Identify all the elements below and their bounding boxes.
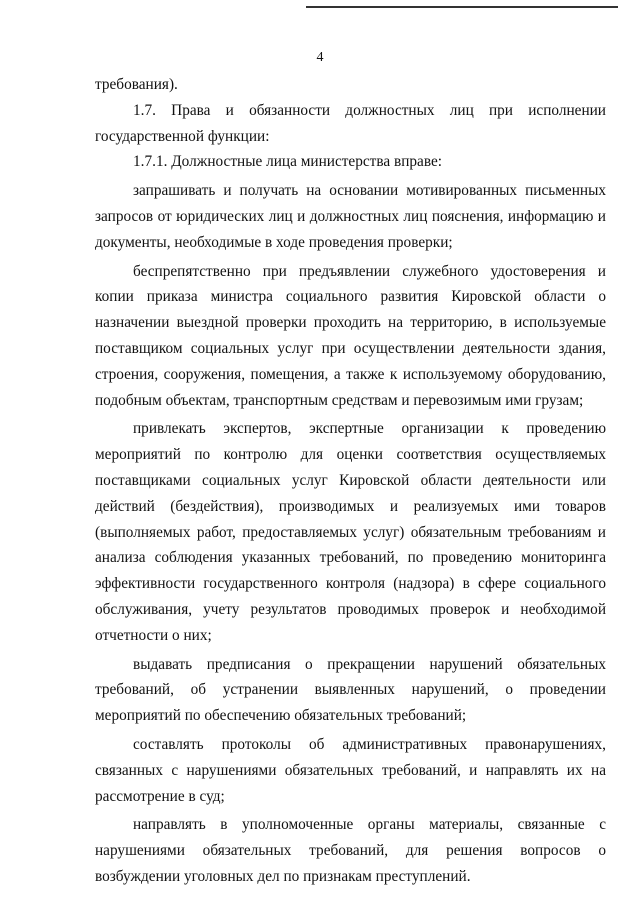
right-access-premises: беспрепятственно при предъявлении служебного удостоверения и копии приказа министра социального развития Кировской области о назначении выездной проверки проходить на территорию, в используемые поставщиком социальных услуг при осуществлении деятельности здания, строения, сооружения, помещения, а также к используемому оборудованию, подобным объектам, транспортным средствам и перевозимым ими грузам; bbox=[95, 262, 606, 409]
paragraph-continuation: требования). bbox=[95, 76, 178, 93]
right-issue-orders: выдавать предписания о прекращении нарушений обязательных требований, об устранении выявленных нарушений, о проведении мероприятий по обеспечению обязательных требований; bbox=[95, 655, 606, 725]
page-number: 4 bbox=[316, 50, 324, 65]
top-rule bbox=[306, 6, 618, 8]
section-1-7-1-heading: 1.7.1. Должностные лица министерства вправе: bbox=[133, 153, 442, 171]
right-send-materials: направлять в уполномоченные органы материалы, связанные с нарушениями обязательных требований, для решения вопросов о возбуждении уголовных дел по признакам преступлений. bbox=[95, 816, 606, 885]
document-body bbox=[95, 72, 606, 890]
section-1-7-heading: 1.7. Права и обязанности должностных лиц при исполнении государственной функции: bbox=[95, 101, 606, 145]
right-draw-protocols: составлять протоколы об административных правонарушениях, связанных с нарушениями обязательных требований, и направлять их на рассмотрение в суд; bbox=[95, 735, 606, 805]
right-request-info: запрашивать и получать на основании мотивированных письменных запросов от юридических лиц и должностных лиц пояснения, информацию и документы, необходимые в ходе проведения проверки; bbox=[95, 182, 606, 251]
right-engage-experts: привлекать экспертов, экспертные организации к проведению мероприятий по контролю для оценки соответствия осуществляемых поставщиками социальных услуг Кировской области деятельности или действий (бездействия), производимых и реализуемых ими товаров (выполняемых работ, предоставляемых услуг) обязательным требованиям и анализа соблюдения указанных требований, по проведению мониторинга эффективности государственного контроля (надзора) в сфере социального обслуживания, учету результатов проводимых проверок и необходимой отчетности о них; bbox=[95, 420, 606, 644]
